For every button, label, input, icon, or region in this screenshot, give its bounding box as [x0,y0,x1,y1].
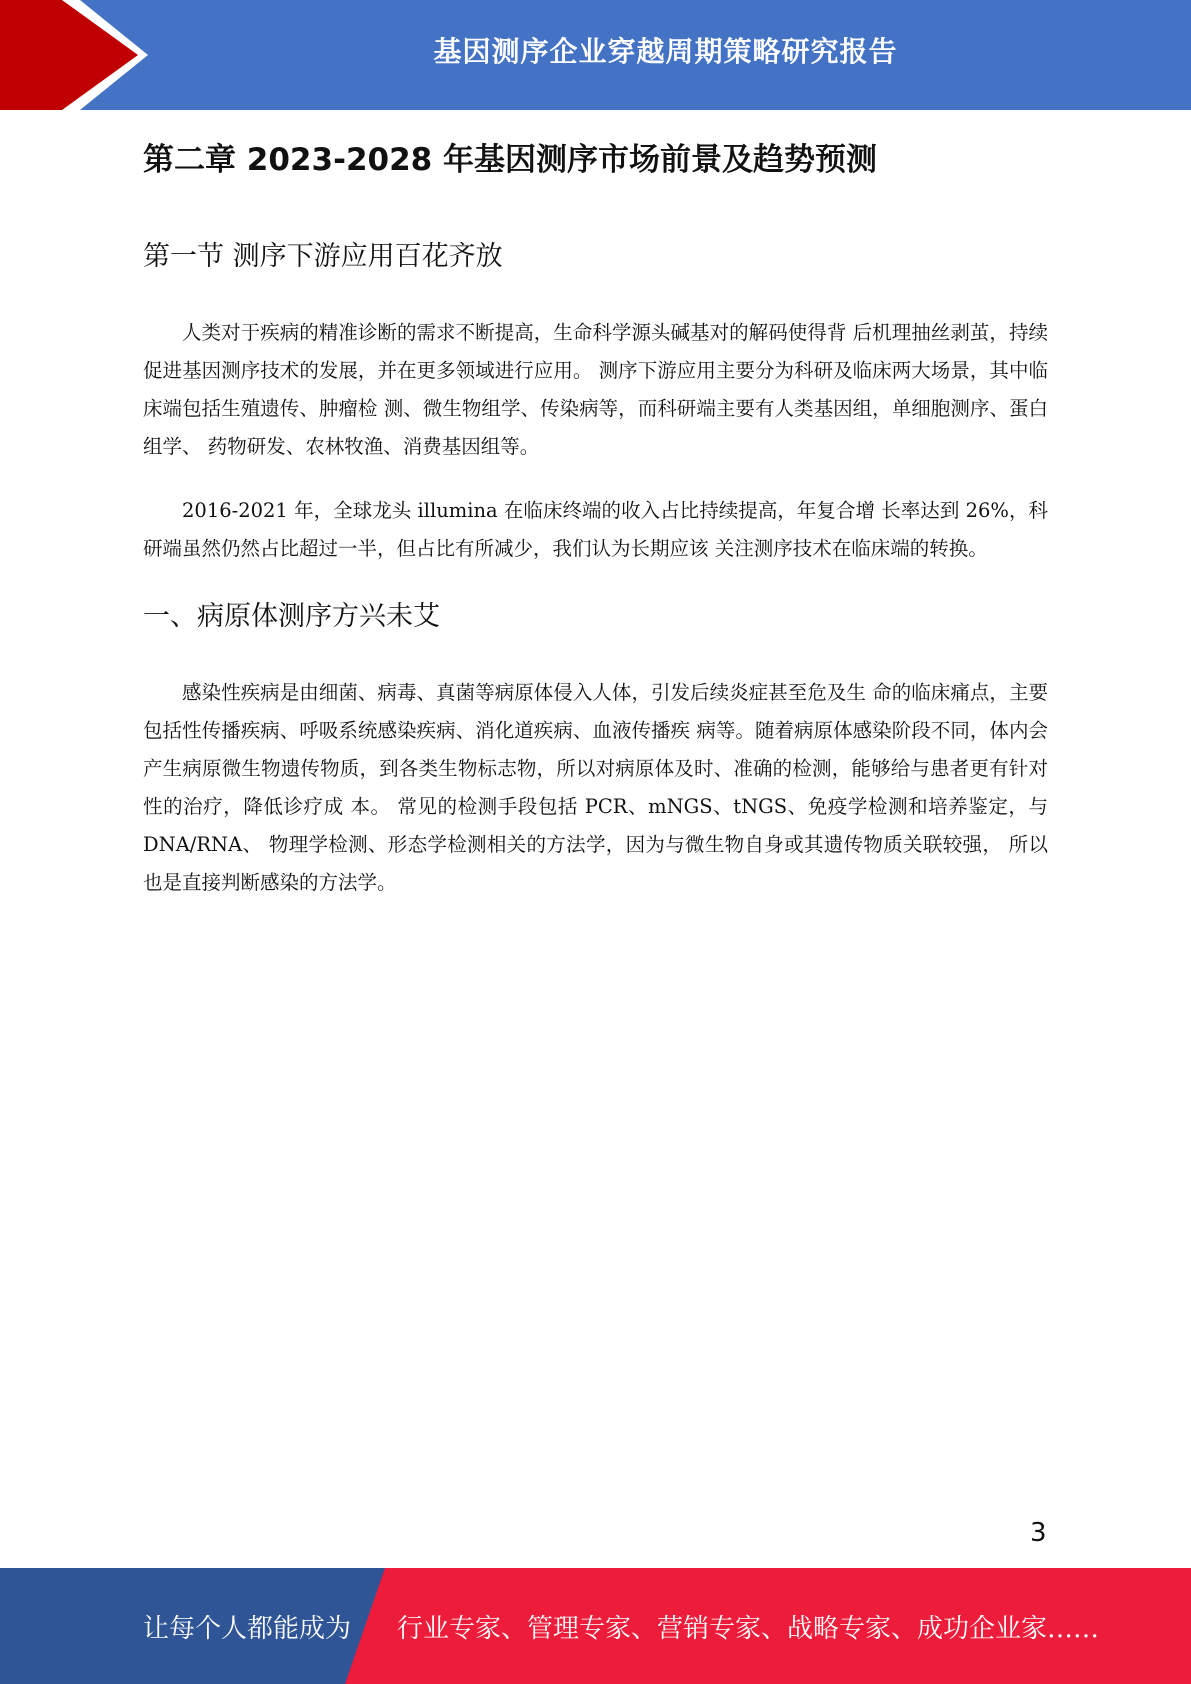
footer-slogan-left: 让每个人都能成为 [143,1613,352,1644]
body-paragraph: 感染性疾病是由细菌、病毒、真菌等病原体侵入人体，引发后续炎症甚至危及生 命的临床痛点，主要包括性传播疾病、呼吸系统感染疾病、消化道疾病、血液传播疾 病等。随着病原体感染阶段不同，体内会产生病原微生物遗传物质，到各类生物标志物，所以对病原体及时、准确的检测，能够给与患者更有针对性的治疗，降低诊疗成 本。 常见的检测手段包括 PCR、mNGS、tNGS、免疫学检测和培养鉴定，与 DNA/RNA、 物理学检测、形态学检测相关的方法学，因为与微生物自身或其遗传物质关联较强， 所以也是直接判断感染的方法学。 [143,681,1048,894]
page-footer [0,1568,1191,1684]
subsection-title: 一、病原体测序方兴未艾 [143,601,440,632]
body-paragraph: 人类对于疾病的精准诊断的需求不断提高，生命科学源头碱基对的解码使得背 后机理抽丝剥茧，持续促进基因测序技术的发展，并在更多领域进行应用。 测序下游应用主要分为科研及临床两大场景，其中临床端包括生殖遗传、肿瘤检 测、微生物组学、传染病等，而科研端主要有人类基因组，单细胞测序、蛋白组学、 药物研发、农林牧渔、消费基因组等。 [143,321,1048,458]
chapter-title: 第二章 2023-2028 年基因测序市场前景及趋势预测 [143,142,878,178]
footer-slogan-right: 行业专家、管理专家、营销专家、战略专家、成功企业家…… [397,1613,1100,1644]
section-title: 第一节 测序下游应用百花齐放 [143,241,503,272]
page-header [0,0,1191,110]
body-paragraph: 2016-2021 年，全球龙头 illumina 在临床终端的收入占比持续提高，年复合增 长率达到 26%，科研端虽然仍然占比超过一半，但占比有所减少，我们认为长期应该 关注测序技术在临床端的转换。 [143,499,1048,560]
page-content [143,138,1048,902]
header-arrow-decoration [0,0,160,110]
report-title: 基因测序企业穿越周期策略研究报告 [433,35,898,68]
page-number: 3 [1030,1518,1047,1548]
